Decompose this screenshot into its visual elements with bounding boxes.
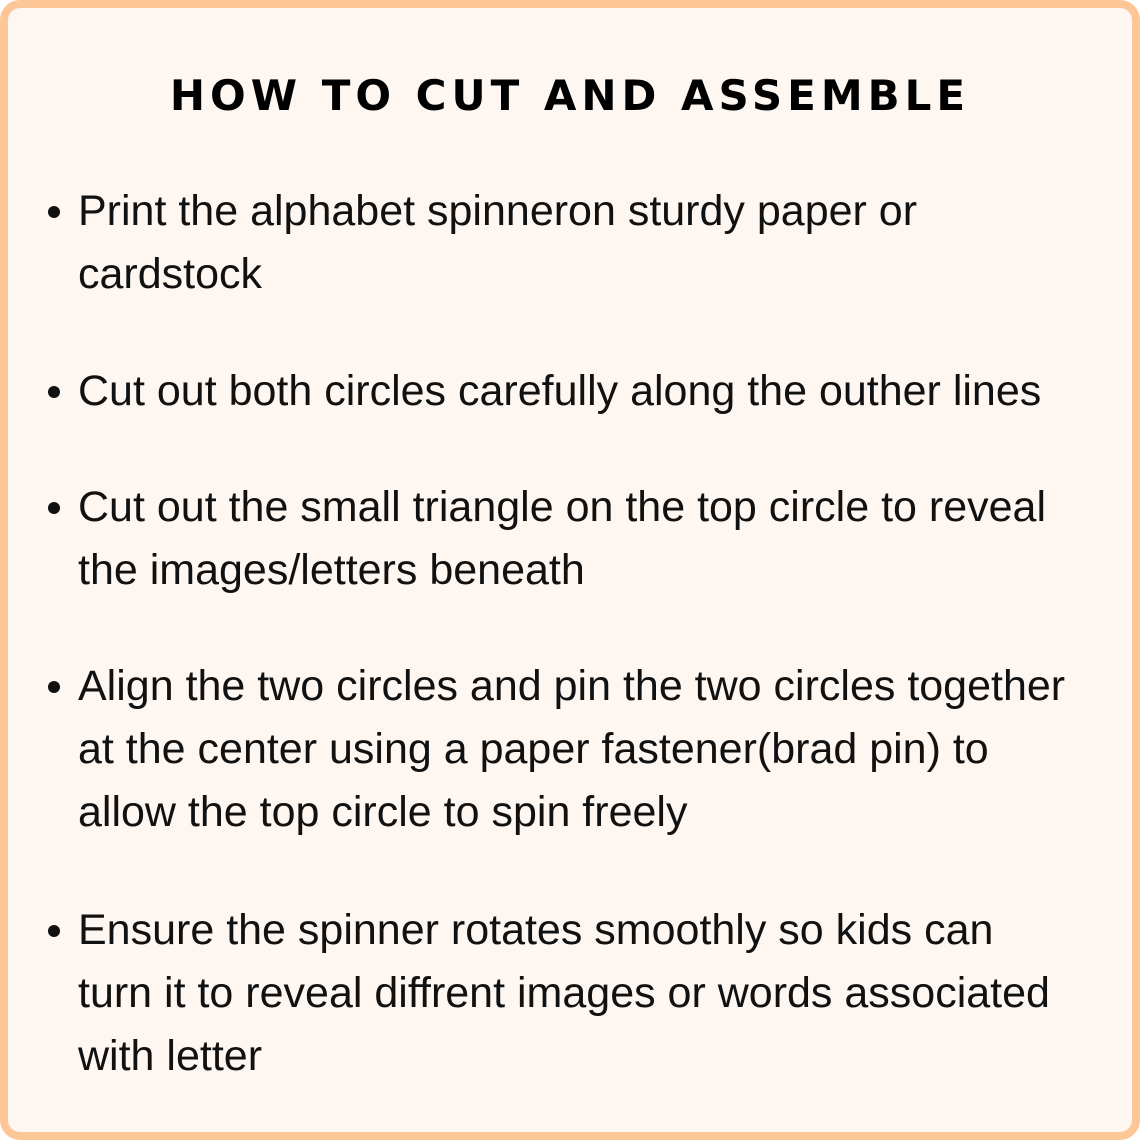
list-item-step-2: [78, 360, 1130, 423]
bullet-dot-icon: [48, 681, 60, 693]
steps-list: [8, 8, 1132, 1132]
step-2-line-1: Cut out both circles carefully along the outher lines: [78, 367, 1042, 415]
step-1-line-1: Print the alphabet spinneron sturdy paper or: [78, 187, 918, 235]
step-5-line-1: Ensure the spinner rotates smoothly so kids can: [78, 906, 994, 954]
step-3-line-2: the images/letters beneath: [78, 546, 585, 594]
step-5-line-2: turn it to reveal diffrent images or words associated: [78, 969, 1050, 1017]
list-item-step-3: [78, 476, 1130, 602]
step-4-line-3: allow the top circle to spin freely: [78, 788, 688, 836]
list-item-step-5: [78, 899, 1130, 1088]
bullet-dot-icon: [48, 386, 60, 398]
bullet-dot-icon: [48, 502, 60, 514]
page-title: HOW TO CUT AND ASSEMBLE: [169, 71, 971, 120]
step-4-line-2: at the center using a paper fastener(brad pin) to: [78, 725, 989, 773]
step-3-line-1: Cut out the small triangle on the top circle to reveal: [78, 483, 1047, 531]
list-item-step-1: [78, 180, 1130, 306]
step-5-line-3: with letter: [78, 1032, 263, 1080]
list-item-step-4: [78, 655, 1130, 844]
bullet-dot-icon: [48, 206, 60, 218]
step-4-line-1: Align the two circles and pin the two circles together: [78, 662, 1066, 710]
step-1-line-2: cardstock: [78, 250, 263, 298]
bullet-dot-icon: [48, 925, 60, 937]
